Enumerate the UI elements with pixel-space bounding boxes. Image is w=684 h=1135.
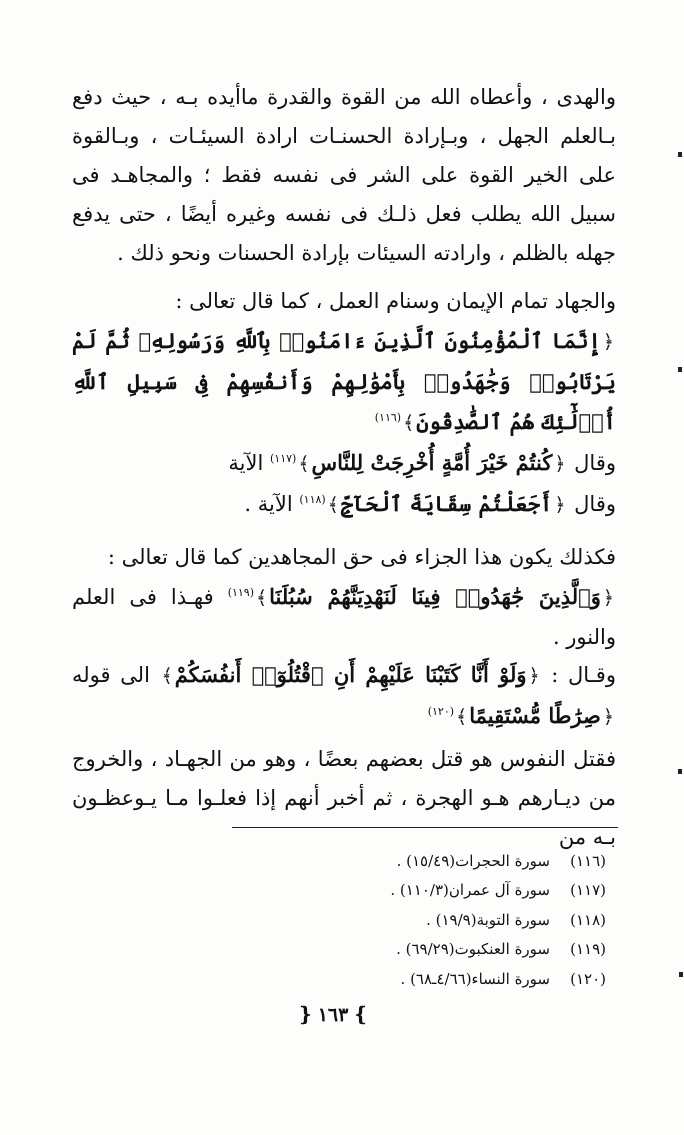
footnote-text: سورة آل عمران(١١٠/٣) . (390, 881, 550, 900)
footnote-text: سورة الحجرات(١٥/٤٩) . (396, 851, 550, 870)
footnotes (226, 846, 606, 994)
verse-tail-117: الآية (228, 451, 264, 475)
page-number-value: ١٦٣ (317, 1004, 349, 1026)
footnote-divider (232, 827, 618, 828)
paragraph-4-text (72, 655, 616, 737)
footnote-number: (١٢٠) (570, 969, 606, 988)
footnote-item (226, 964, 606, 994)
verse-bracket-open: ﴿ (602, 587, 615, 609)
quran-verse-116: إِنَّمَا ٱلْمُؤْمِنُونَ ٱلَّذِينَ ءَامَنُوا۟ بِٱللَّهِ وَرَسُولِهِۦ ثُمَّ لَمْ يَرْتَابُوا۟ وَجَٰهَدُوا۟ بِأَمْوَٰلِهِمْ وَأَنفُسِهِمْ فِى سَبِيلِ ٱللَّهِ أُو۟لَٰٓئِكَ هُمُ ٱلصَّٰدِقُونَ (72, 328, 616, 434)
footnote-text: سورة العنكبوت(٦٩/٢٩) . (396, 940, 550, 959)
verse-bracket-open: ﴿ (602, 706, 614, 728)
scan-mark (678, 367, 682, 372)
quran-verse-120a: وَلَوْ أَنَّا كَتَبْنَا عَلَيْهِمْ أَنِ ٱقْتُلُوٓا۟ أَنفُسَكُمْ (174, 662, 527, 687)
footnote-number: (١١٨) (570, 910, 606, 929)
paragraph-2-intro: والجهاد تمام الإيمان وسنام العمل ، كما قال تعالى : (175, 289, 616, 313)
footnote-item (226, 876, 606, 906)
verse-bracket-close: ﴾ (327, 494, 339, 516)
paragraph-3-tail: فهـذا فى العلم والنور . (72, 585, 616, 649)
footnote-ref-119: (١١٩) (227, 586, 255, 599)
verse-bracket-open: ﴿ (554, 494, 566, 516)
paragraph-3 (72, 538, 616, 657)
footnote-item (226, 935, 606, 965)
paragraph-1 (72, 78, 616, 273)
footnote-ref-120: (١٢٠) (427, 705, 455, 718)
scan-mark (679, 972, 683, 977)
scan-mark (678, 152, 682, 157)
quran-verse-118: أَجَعَلْتُمْ سِقَايَةَ ٱلْحَآجِّ (340, 491, 553, 516)
paragraph-5 (72, 740, 616, 857)
paragraph-4-mid: الى قوله (72, 663, 150, 687)
verse-bracket-open: ﴿ (602, 331, 614, 353)
footnote-item (226, 905, 606, 935)
paragraph-5-text: فقتل النفوس هو قتل بعضهم بعضًا ، وهو من الجهـاد ، والخروج من ديـارهم هـو الهجرة ، ثم أخبر أنهم إذا فعلـوا مـا يـوعظـون بـه من (72, 747, 616, 849)
paragraph-2-text (72, 282, 616, 525)
verse-bracket-close: ﴾ (298, 453, 310, 475)
and-said-2: وقال (574, 492, 616, 516)
ornament-icon: ❵ (352, 1002, 370, 1026)
verse-bracket-close: ﴾ (256, 587, 268, 609)
paragraph-4-intro: وقـال : (551, 663, 616, 687)
verse-bracket-close: ﴾ (161, 665, 173, 687)
ornament-icon: ❴ (296, 1002, 314, 1026)
footnote-number: (١١٧) (570, 881, 606, 900)
verse-bracket-close: ﴾ (403, 412, 415, 434)
quran-verse-117: كُنتُمْ خَيْرَ أُمَّةٍ أُخْرِجَتْ لِلنَّاسِ (311, 450, 553, 475)
paragraph-2 (72, 282, 616, 525)
footnote-ref-117: (١١٧) (269, 452, 297, 465)
footnote-text: سورة التوبة(١٩/٩) . (426, 910, 550, 929)
verse-tail-118: الآية . (244, 492, 293, 516)
quran-verse-119: وَٱلَّذِينَ جَٰهَدُوا۟ فِينَا لَنَهْدِيَنَّهُمْ سُبُلَنَا (269, 584, 601, 609)
scan-mark (678, 769, 682, 774)
paragraph-4 (72, 655, 616, 737)
footnote-text: سورة النساء(٤/٦٦ـ٦٨) . (400, 969, 550, 988)
page-number (268, 1002, 398, 1026)
verse-bracket-open: ﴿ (528, 665, 540, 687)
footnote-number: (١١٦) (570, 851, 606, 870)
and-said-1: وقال (574, 451, 616, 475)
footnote-ref-118: (١١٨) (299, 493, 326, 506)
paragraph-1-text: والهدى ، وأعطاه الله من القوة والقدرة ماأيده بـه ، حيث دفع بـالعلم الجهل ، وبـإرادة الحسنـات ارادة السيئـات ، وبـالقوة على الخير القوة على الشر فى نفسه فقط ؛ والمجاهـد فى سبيل الله يطلب فعل ذلـك فى نفسه وغيره أيضًا ، حتى يدفع جهله بالظلم ، وارادته السيئات بإرادة الحسنات ونحو ذلك . (72, 85, 616, 265)
footnote-item (226, 846, 606, 876)
paragraph-3-text (72, 538, 616, 657)
verse-bracket-open: ﴿ (554, 453, 566, 475)
verse-bracket-close: ﴾ (456, 706, 468, 728)
footnote-ref-116: (١١٦) (374, 411, 402, 424)
footnote-number: (١١٩) (570, 940, 606, 959)
quran-verse-120b: صِرَٰطًا مُّسْتَقِيمًا (469, 703, 601, 728)
paragraph-3-intro: فكذلك يكون هذا الجزاء فى حق المجاهدين كما قال تعالى : (107, 545, 616, 569)
